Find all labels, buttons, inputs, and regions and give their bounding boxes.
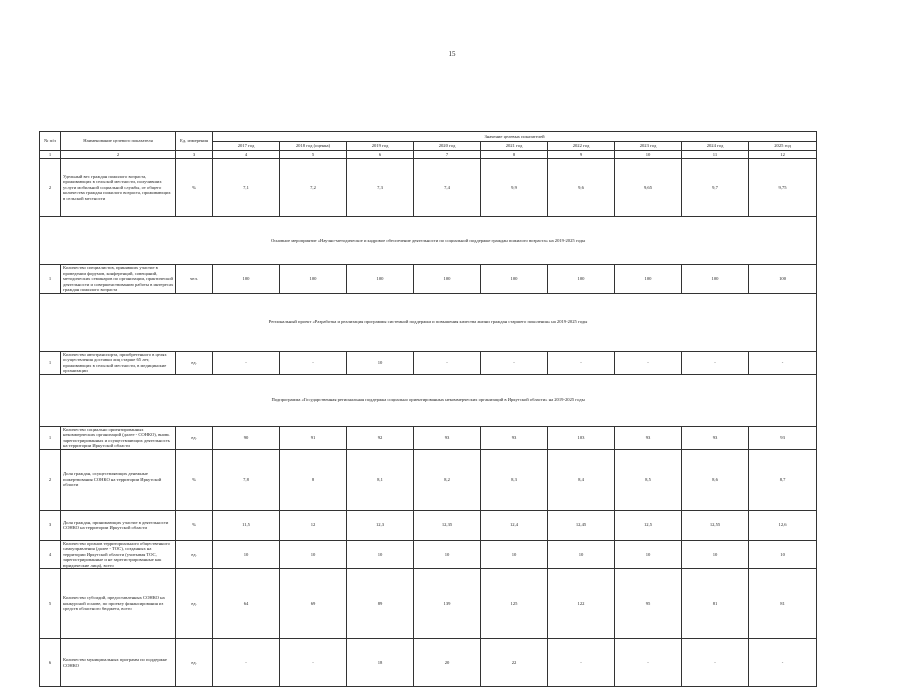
value-cell: 93 [414,426,481,449]
value-cell: 95 [615,569,682,639]
value-cell: 81 [682,569,749,639]
value-cell: - [615,351,682,374]
value-cell: 91 [280,426,347,449]
value-cell: 9,6 [548,159,615,217]
header-year: 2024 год [682,142,749,151]
value-cell: 81 [749,569,817,639]
header-year: 2021 год [481,142,548,151]
column-index: 5 [280,151,347,159]
value-cell: 7,2 [280,159,347,217]
value-cell: 10 [749,540,817,569]
value-cell: 8,6 [682,449,749,510]
section-row [40,217,817,265]
unit: % [176,449,213,510]
value-cell: 8,2 [414,449,481,510]
value-cell: 93 [749,426,817,449]
value-cell: 10 [347,351,414,374]
unit: % [176,159,213,217]
value-cell: 12,5 [615,510,682,540]
indicator-name: Доля граждан, осуществляющих денежные пожертвования СОНКО на территории Иркутской области [61,449,176,510]
indicator-name: Доля граждан, принимающих участие в деятельности СОНКО на территории Иркутской области [61,510,176,540]
value-cell: 12,6 [749,510,817,540]
value-cell: 8,3 [481,449,548,510]
section-title: Основное мероприятие «Научно-методическое и кадровое обеспечение деятельности по социальной поддержке граждан пожилого возраста» на 2019-2025 годы [40,217,817,265]
value-cell: 10 [414,540,481,569]
value-cell: - [682,351,749,374]
value-cell: 20 [414,639,481,687]
value-cell: 7,4 [414,159,481,217]
value-cell: - [280,351,347,374]
column-index: 2 [61,151,176,159]
header-year: 2017 год [213,142,280,151]
table-row [40,351,817,374]
header-name: Наименование целевого показателя [61,132,176,151]
row-num: 2 [40,449,61,510]
value-cell: 10 [347,540,414,569]
value-cell: 10 [213,540,280,569]
value-cell: 8 [280,449,347,510]
header-year: 2020 год [414,142,481,151]
value-cell: - [213,639,280,687]
value-cell: 100 [347,265,414,294]
indicator-name: Количество специалистов, принявших участие в проведении форумов, конференций, совещаний, методических семинаров по организации, практической деятельности и совершенствованию работы в интересах граждан пожилого возраста [61,265,176,294]
table-row [40,540,817,569]
table-row [40,569,817,639]
unit: ед. [176,639,213,687]
header-year: 2022 год [548,142,615,151]
value-cell: 100 [414,265,481,294]
unit: ед. [176,569,213,639]
value-cell: 9,75 [749,159,817,217]
value-cell: - [481,351,548,374]
indicator-name: Количество муниципальных программ по поддержке СОНКО [61,639,176,687]
value-cell: 10 [548,540,615,569]
value-cell: - [615,639,682,687]
value-cell: 100 [682,265,749,294]
value-cell: - [548,351,615,374]
indicator-name: Количество субсидий, предоставленных СОНКО на конкурсной основе, по проекту финансирования из средств областного бюджета, всего [61,569,176,639]
row-num: 6 [40,639,61,687]
section-row [40,374,817,426]
value-cell: 9,65 [615,159,682,217]
value-cell: 12,35 [414,510,481,540]
value-cell: 8,7 [749,449,817,510]
value-cell: 8,1 [347,449,414,510]
indicator-name: Количество органов территориального общественного самоуправления (далее - ТОС), созданных на территории Иркутской области (учитывая ТОС, зарегистрированные и не зарегистрированные как юридические лица), всего [61,540,176,569]
indicator-name: Количество автотранспорта, приобретенного в целях осуществления доставки лиц старше 65 лет, проживающих в сельской местности, в медицинские организации [61,351,176,374]
value-cell: 9,7 [682,159,749,217]
column-index: 3 [176,151,213,159]
table-row [40,639,817,687]
value-cell: 125 [481,569,548,639]
section-title: Подпрограмма «Государственная региональная поддержка социально ориентированных некоммерческих организаций в Иркутской области» на 2019-2025 годы [40,374,817,426]
value-cell: 11,5 [213,510,280,540]
table-row [40,426,817,449]
value-cell: 10 [682,540,749,569]
value-cell: 89 [347,569,414,639]
value-cell: 100 [615,265,682,294]
value-cell: 139 [414,569,481,639]
value-cell: 7,3 [347,159,414,217]
row-num: 1 [40,426,61,449]
value-cell: - [414,351,481,374]
value-cell: 93 [682,426,749,449]
value-cell: 22 [481,639,548,687]
indicator-name: Удельный вес граждан пожилого возраста, проживающих в сельской местности, получивших услуги мобильной социальной службы, от общего количества граждан пожилого возраста, проживающих в сельской местности [61,159,176,217]
value-cell: 8,4 [548,449,615,510]
row-num: 1 [40,351,61,374]
section-title: Региональный проект «Разработка и реализация программы системной поддержки и повышения качества жизни граждан старшего поколения» на 2019-2025 годы [40,293,817,351]
unit: чел. [176,265,213,294]
section-row [40,293,817,351]
unit: ед. [176,426,213,449]
value-cell: - [682,639,749,687]
value-cell: 100 [280,265,347,294]
value-cell: 12,45 [548,510,615,540]
value-cell: 12,4 [481,510,548,540]
indicators-table [39,131,817,687]
row-num: 3 [40,510,61,540]
value-cell: 122 [548,569,615,639]
table-row [40,159,817,217]
value-cell: 10 [481,540,548,569]
header-year: 2023 год [615,142,682,151]
row-num: 4 [40,540,61,569]
value-cell: 69 [280,569,347,639]
header-year: 2018 год (оценка) [280,142,347,151]
value-cell: - [213,351,280,374]
indicator-name: Количество социально ориентированных некоммерческих организаций (далее - СОНКО), вновь зарегистрированных и осуществляющих деятельность на территории Иркутской области [61,426,176,449]
value-cell: - [548,639,615,687]
value-cell: 100 [481,265,548,294]
header-num: № п/п [40,132,61,151]
value-cell: 8,5 [615,449,682,510]
unit: ед. [176,540,213,569]
value-cell: 12,55 [682,510,749,540]
value-cell: 93 [481,426,548,449]
column-index: 1 [40,151,61,159]
column-index: 12 [749,151,817,159]
unit: ед. [176,351,213,374]
row-num: 2 [40,159,61,217]
value-cell: 103 [548,426,615,449]
value-cell: 12 [280,510,347,540]
value-cell: 64 [213,569,280,639]
row-num: 1 [40,265,61,294]
table-row [40,265,817,294]
value-cell: - [280,639,347,687]
column-index: 10 [615,151,682,159]
value-cell: 92 [347,426,414,449]
value-cell: 100 [749,265,817,294]
column-index: 4 [213,151,280,159]
value-cell: - [749,351,817,374]
header-year: 2019 год [347,142,414,151]
column-index: 7 [414,151,481,159]
table-row [40,449,817,510]
header-unit: Ед. измерения [176,132,213,151]
header-values-group: Значение целевых показателей [213,132,817,142]
value-cell: 9,9 [481,159,548,217]
value-cell: - [749,639,817,687]
value-cell: 10 [615,540,682,569]
value-cell: 100 [213,265,280,294]
column-index: 9 [548,151,615,159]
header-year: 2025 год [749,142,817,151]
value-cell: 12,3 [347,510,414,540]
row-num: 5 [40,569,61,639]
page-number: 15 [448,50,456,58]
column-index: 11 [682,151,749,159]
column-index: 6 [347,151,414,159]
value-cell: 10 [280,540,347,569]
value-cell: 7,1 [213,159,280,217]
value-cell: 100 [548,265,615,294]
column-index: 8 [481,151,548,159]
value-cell: 18 [347,639,414,687]
value-cell: 90 [213,426,280,449]
table-row [40,510,817,540]
value-cell: 7,8 [213,449,280,510]
value-cell: 93 [615,426,682,449]
unit: % [176,510,213,540]
